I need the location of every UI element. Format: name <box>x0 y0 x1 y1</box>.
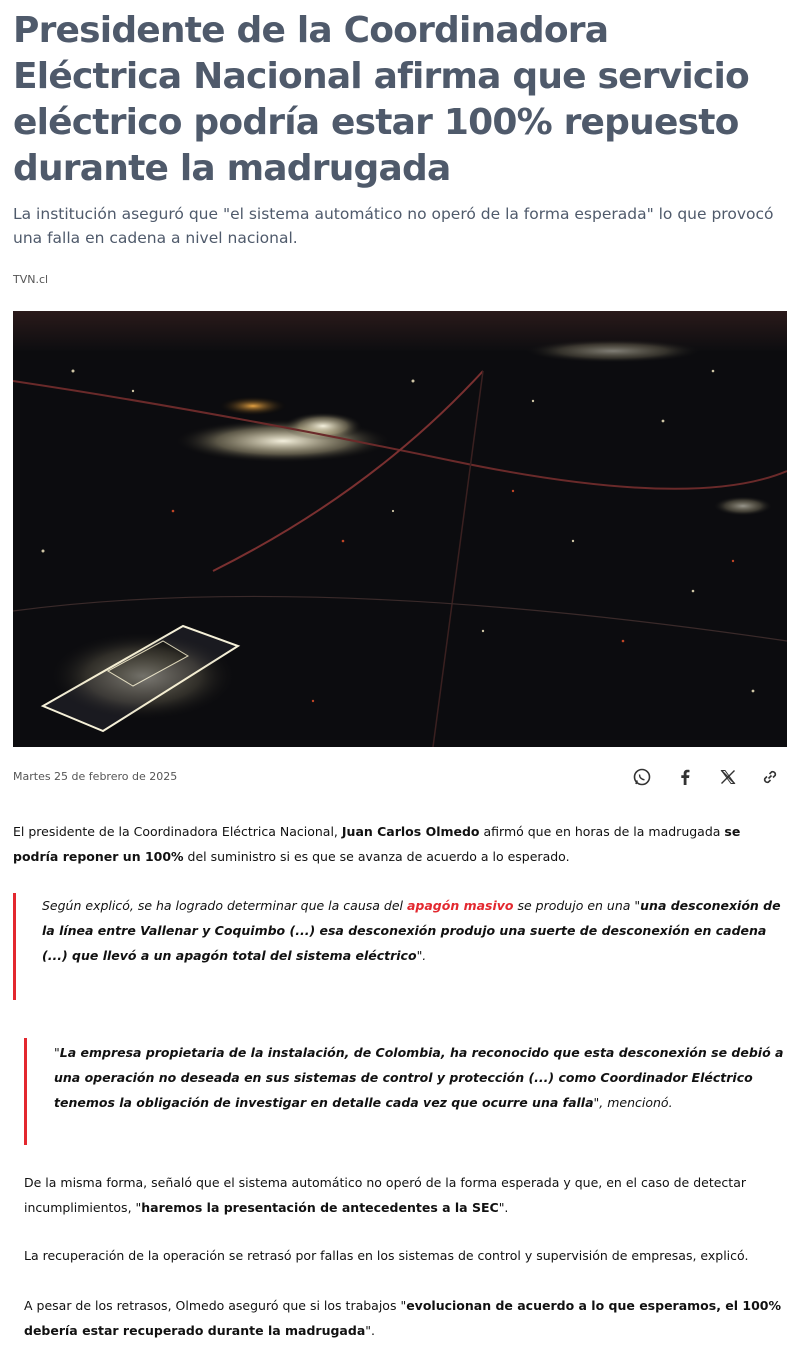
paragraph-1: El presidente de la Coordinadora Eléctrica Nacional, Juan Carlos Olmedo afirmó que en horas de la madrugada se podría reponer un 100% del suministro si es que se avanza de acuerdo a lo esperado. <box>13 824 741 864</box>
subtitle: La institución aseguró que "el sistema automático no operó de la forma esperada" lo que provocó una falla en cadena a nivel nacional. <box>13 205 774 247</box>
quote-2-text: "La empresa propietaria de la instalación, de Colombia, ha reconocido que esta desconexión se debió a una operación no deseada en sus sistemas de control y protección (...) como Coordinador Eléctrico tenemos la obligación de investigar en detalle cada vez que ocurre una falla", mencionó. <box>54 1045 784 1110</box>
paragraph-2: De la misma forma, señaló que el sistema automático no operó de la forma esperada y que, en el caso de detectar incumplimientos, "haremos la presentación de antecedentes a la SEC". <box>24 1175 747 1215</box>
whatsapp-icon[interactable] <box>630 765 654 789</box>
headline: Presidente de la Coordinadora Eléctrica Nacional afirma que servicio eléctrico podría estar 100% repuesto durante la madrugada <box>13 10 749 189</box>
apagon-masivo-link[interactable]: apagón masivo <box>406 898 514 913</box>
article-photo <box>13 311 787 747</box>
paragraph-4: A pesar de los retrasos, Olmedo aseguró que si los trabajos "evolucionan de acuerdo a lo que esperamos, el 100% debería estar recuperado durante la madrugada". <box>24 1298 782 1338</box>
bold-name: Juan Carlos Olmedo <box>341 824 480 839</box>
night-city-aerial-image <box>13 311 787 747</box>
source-label: TVN.cl <box>13 273 49 286</box>
x-icon[interactable] <box>716 765 740 789</box>
paragraph-3: La recuperación de la operación se retrasó por fallas en los sistemas de control y supervisión de empresas, explicó. <box>24 1248 749 1263</box>
blockquote-1 <box>13 893 791 1000</box>
facebook-icon[interactable] <box>673 765 697 789</box>
blockquote-2 <box>24 1038 797 1145</box>
quote-1-text: Según explicó, se ha logrado determinar que la causa del apagón masivo se produjo en una "una desconexión de la línea entre Vallenar y Coquimbo (...) esa desconexión produjo una suerte de desconexión en cadena (...) que llevó a un apagón total del sistema eléctrico". <box>42 898 781 963</box>
publish-date: Martes 25 de febrero de 2025 <box>13 770 178 783</box>
link-icon[interactable] <box>758 765 782 789</box>
